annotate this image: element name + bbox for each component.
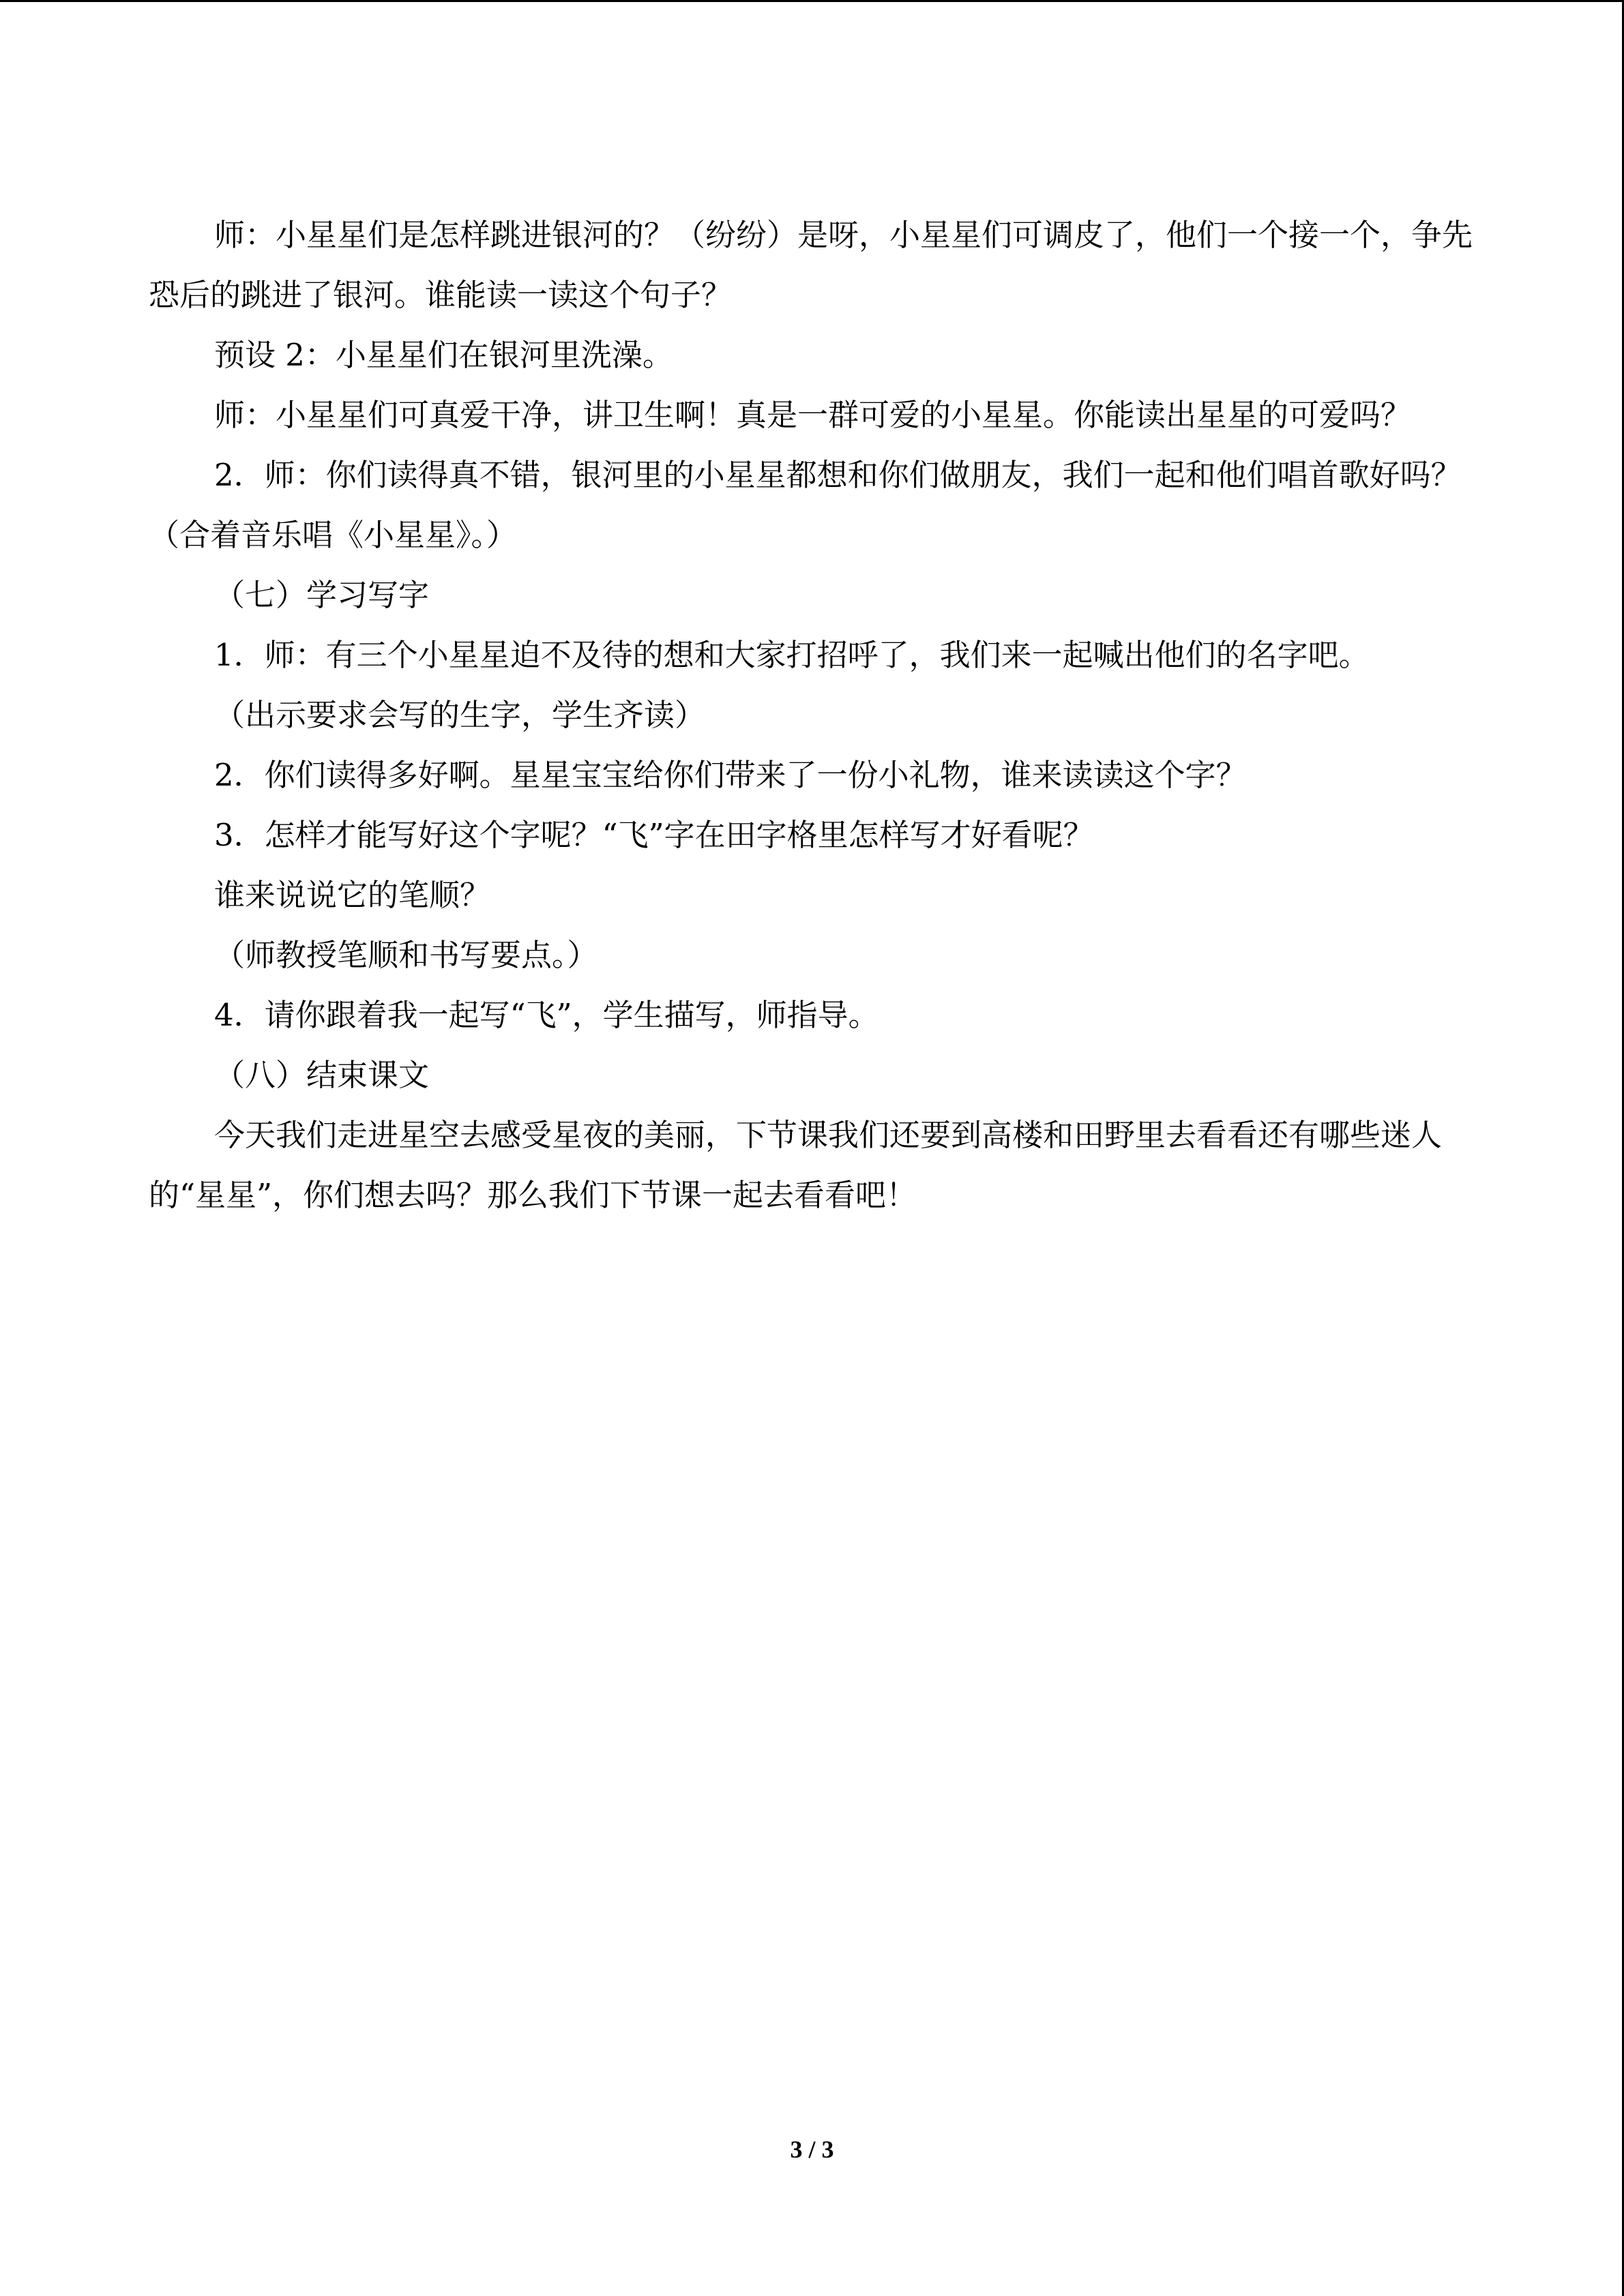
paragraph: 预设 2：小星星们在银河里洗澡。 [214,337,673,373]
section-heading: （八）结束课文 [214,1057,430,1093]
paragraph: 3．怎样才能写好这个字呢？“飞”字在田字格里怎样写才好看呢？ [214,817,1094,853]
section-heading: （七）学习写字 [214,577,430,613]
paragraph: 1．师：有三个小星星迫不及待的想和大家打招呼了，我们来一起喊出他们的名字吧。 [214,637,1370,673]
paragraph: 今天我们走进星空去感受星夜的美丽，下节课我们还要到高楼和田野里去看看还有哪些迷人的“星星”，你们想去吗？那么我们下节课一起去看看吧！ [149,1117,1443,1213]
paragraph: 师：小星星们可真爱干净，讲卫生啊！真是一群可爱的小星星。你能读出星星的可爱吗？ [214,397,1412,433]
paragraph: 4．请你跟着我一起写“飞”，学生描写，师指导。 [214,997,879,1033]
paragraph: 2．师：你们读得真不错，银河里的小星星都想和你们做朋友，我们一起和他们唱首歌好吗？（合着音乐唱《小星星》。） [149,457,1462,553]
paragraph: （师教授笔顺和书写要点。） [214,937,598,973]
paragraph: （出示要求会写的生字，学生齐读） [214,697,706,733]
page-number: 3 / 3 [790,2136,834,2163]
paragraph: 师：小星星们是怎样跳进银河的？（纷纷）是呀，小星星们可调皮了，他们一个接一个，争先恐后的跳进了银河。谁能读一读这个句子？ [149,217,1473,313]
paragraph: 谁来说说它的笔顺？ [214,877,491,913]
paragraph: 2．你们读得多好啊。星星宝宝给你们带来了一份小礼物，谁来读读这个字？ [214,757,1247,793]
document-body [149,205,1479,1225]
